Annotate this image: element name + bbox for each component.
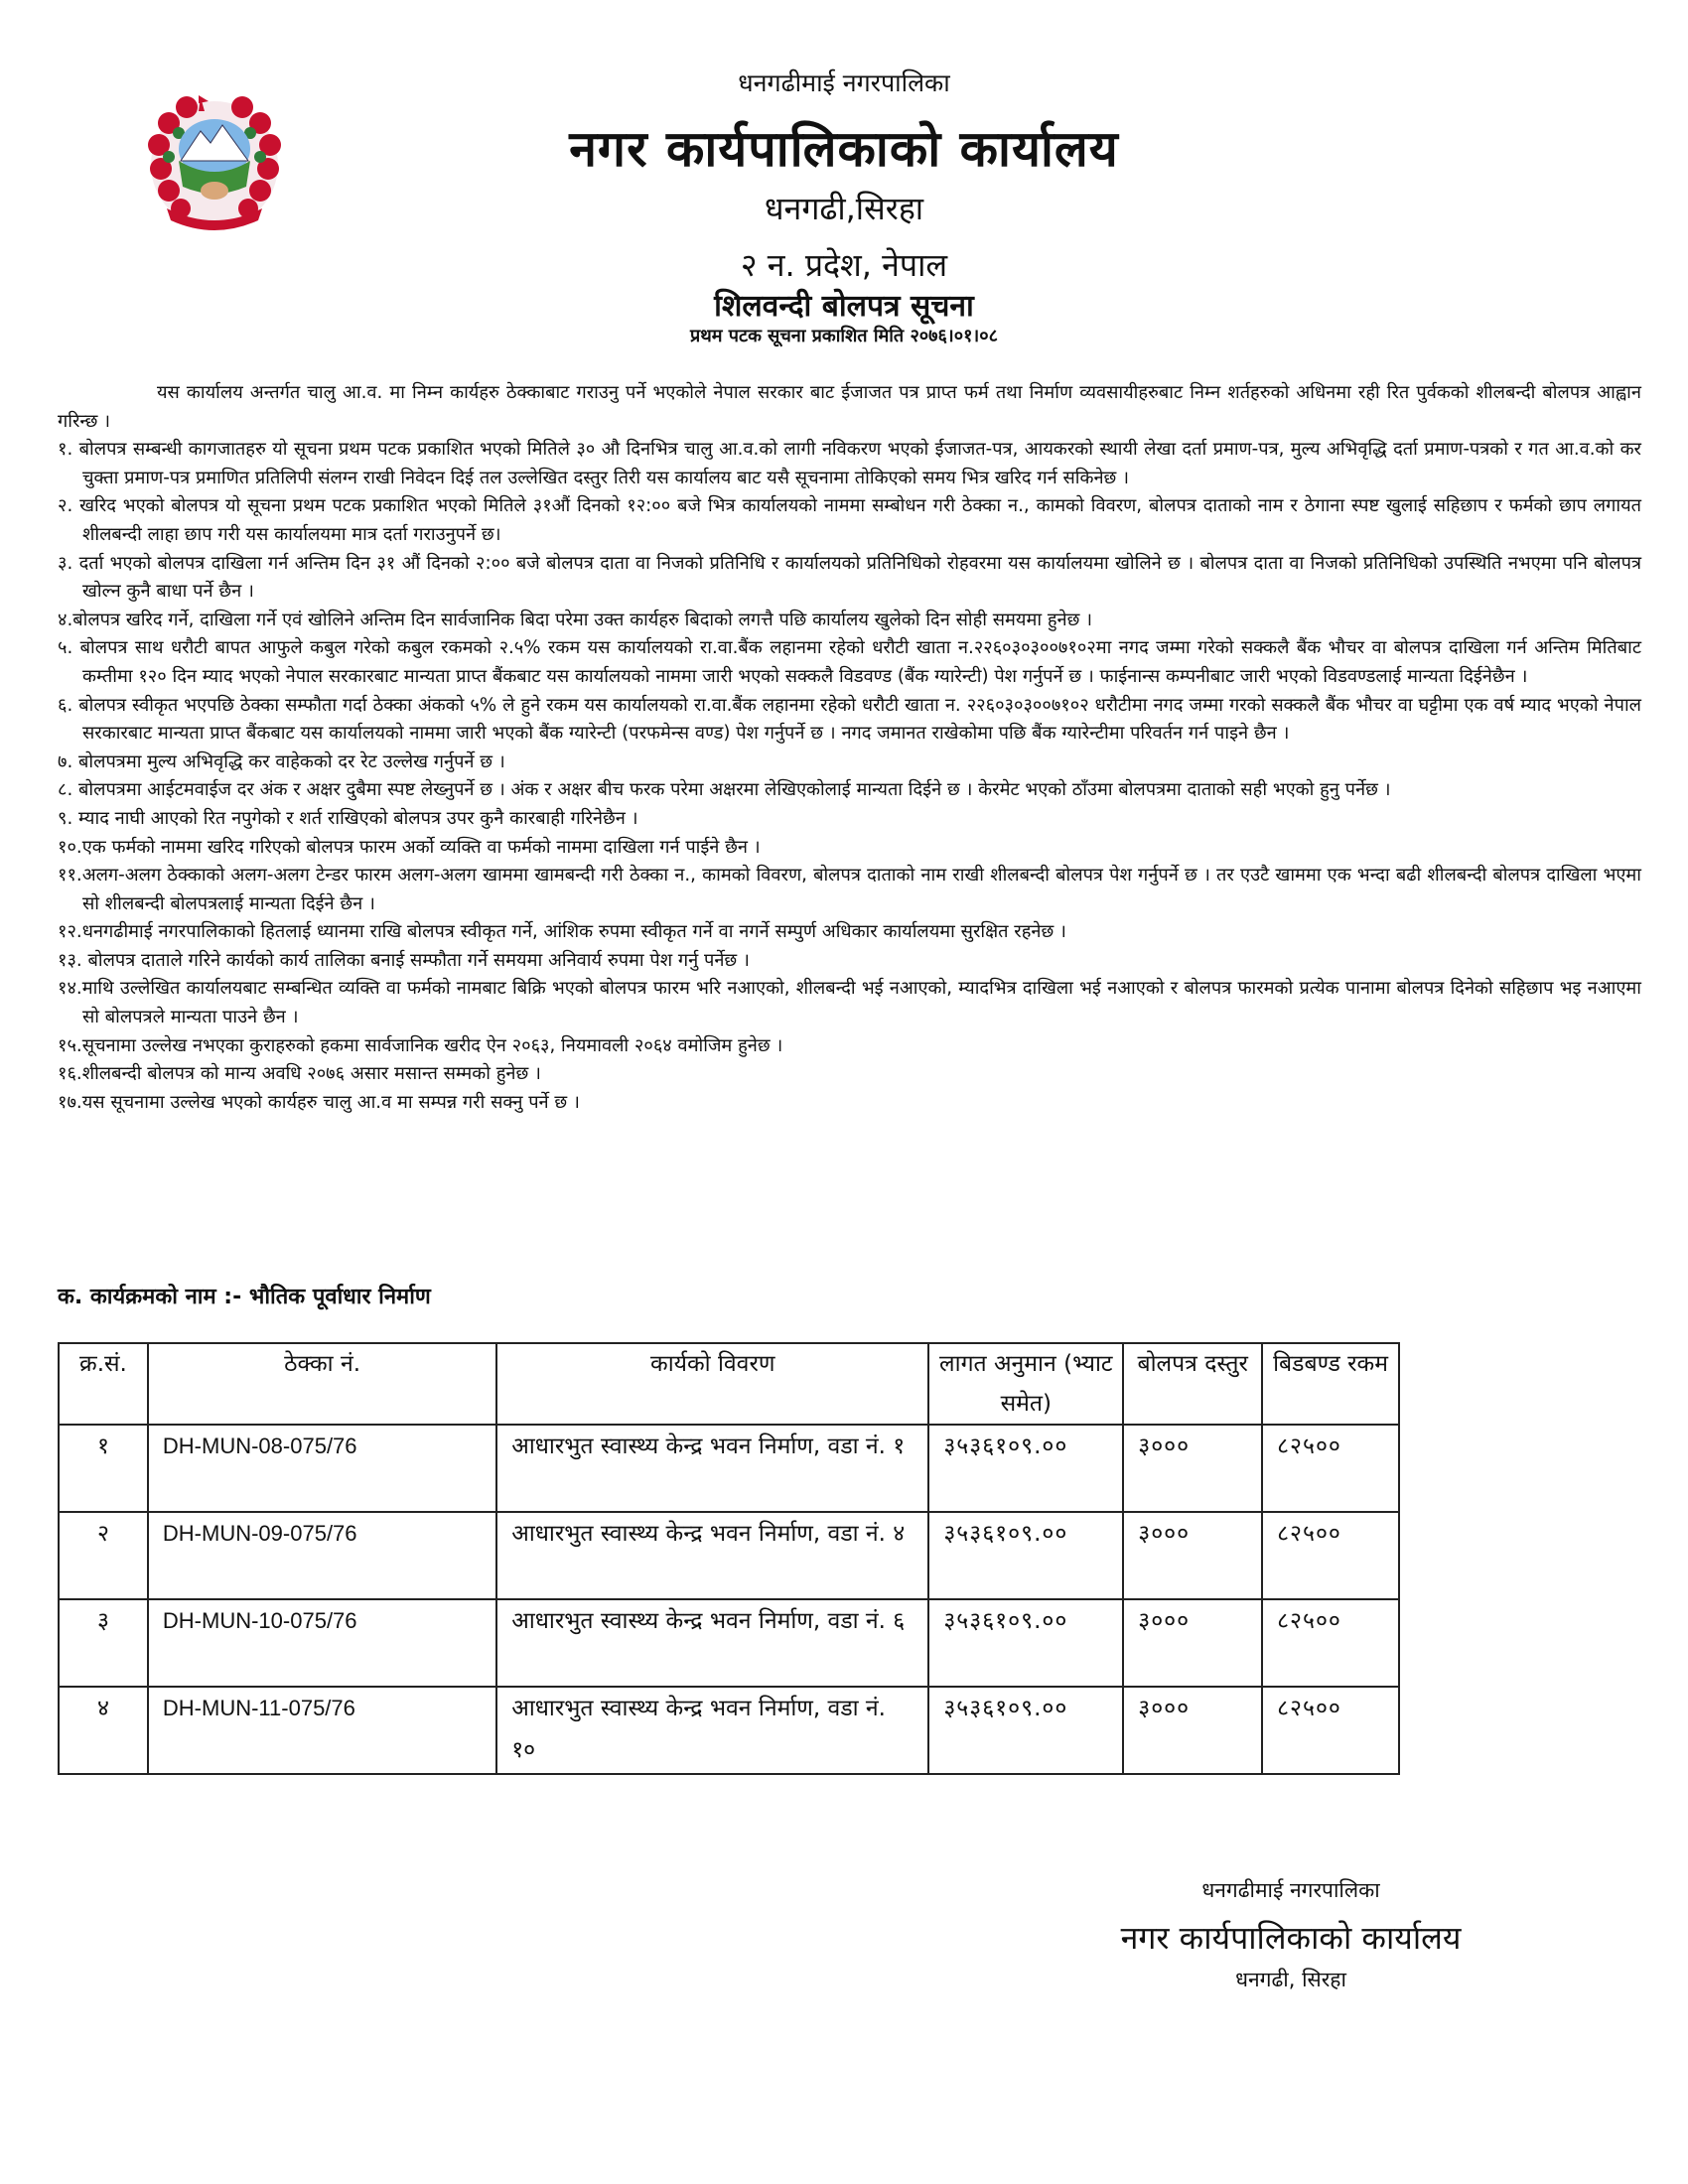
condition-15: १५.सूचनामा उल्लेख नभएका कुराहरुको हकमा सार्वजानिक खरीद ऐन २०६३, नियमावली २०६४ वमोजिम हुनेछ । [58,1034,783,1056]
cell-bid-fee: ३००० [1123,1687,1262,1774]
header-work-description: कार्यको विवरण [496,1343,928,1425]
cell-bid-bond: ८२५०० [1262,1687,1399,1774]
cell-contract-no: DH-MUN-08-075/76 [148,1425,496,1512]
signature-address: धनगढी, सिरहा [1235,1968,1346,1991]
notice-title: शिलवन्दी बोलपत्र सूचना [714,289,974,324]
notice-body [58,379,1641,1117]
cell-work-description: आधारभुत स्वास्थ्य केन्द्र भवन निर्माण, वडा नं. ६ [496,1599,928,1687]
header-municipality: धनगढीमाई नगरपालिका [738,68,950,97]
condition-10: १०.एक फर्मको नाममा खरिद गरिएको बोलपत्र फारम अर्को व्यक्ति वा फर्मको नाममा दाखिला गर्न पाईने छैन । [58,836,761,858]
header-address: धनगढी,सिरहा [764,190,924,227]
header-province: २ न. प्रदेश, नेपाल [740,246,948,284]
condition-5: ५. बोलपत्र साथ धरौटी बापत आफुले कबुल गरेको कबुल रकमको २.५% रकम यस कार्यालयको रा.वा.बैंक लहानमा रहेको धरौटी खाता न.२२६०३०३००७१०२मा नगद जम्मा गरेको सक्कलै बैंक भौचर वा बोलपत्र दाखिला गर्न अन्तिम मितिबाट कम्तीमा १२० दिन म्याद भएको नेपाल सरकारबाट मान्यता प्राप्त बैंकबाट यस कार्यालयको नाममा जारी भएको सक्कलै विडवण्ड (बैंक ग्यारेन्टी) पेश गर्नुपर्ने छ । फाईनान्स कम्पनीबाट जारी भएको विडवण्डलाई मान्यता दिईनेछैन । [58,637,1641,687]
table-header-row [59,1343,1399,1425]
condition-13: १३. बोलपत्र दाताले गरिने कार्यको कार्य तालिका बनाई सम्फौता गर्ने समयमा अनिवार्य रुपमा पेश गर्नु पर्नेछ । [58,949,750,971]
program-name: क. कार्यक्रमको नाम :- भौतिक पूर्वाधार निर्माण [58,1285,431,1309]
signature-office: नगर कार्यपालिकाको कार्यालय [1120,1919,1462,1957]
table-row [59,1425,1399,1512]
condition-3: ३. दर्ता भएको बोलपत्र दाखिला गर्न अन्तिम दिन ३१ औं दिनको २:०० बजे बोलपत्र दाता वा निजको प्रतिनिधि र कार्यालयको प्रतिनिधिको रोहवरमा यस कार्यालयमा खोलिने छ । बोलपत्र दाता वा निजको प्रतिनिधिको उपस्थिति नभएमा पनि बोलपत्र खोल्न कुनै बाधा पर्ने छैन । [58,552,1641,603]
condition-11: ११.अलग-अलग ठेक्काको अलग-अलग टेन्डर फारम अलग-अलग खाममा खामबन्दी गरी ठेक्का न., कामको विवरण, बोलपत्र दाताको नाम राखी शीलबन्दी बोलपत्र पेश गर्नुपर्ने छ । तर एउटै खाममा एक भन्दा बढी शीलबन्दी बोलपत्र दाखिला भएमा सो शीलबन्दी बोलपत्रलाई मान्यता दिईने छैन । [58,865,1641,914]
cell-serial: ४ [59,1687,148,1774]
cell-bid-fee: ३००० [1123,1512,1262,1599]
condition-12: १२.धनगढीमाई नगरपालिकाको हितलाई ध्यानमा राखि बोलपत्र स्वीकृत गर्ने, आंशिक रुपमा स्वीकृत गर्ने वा नगर्ने सम्पुर्ण अधिकार कार्यालयमा सुरक्षित रहनेछ । [58,921,1066,943]
condition-1: १. बोलपत्र सम्बन्धी कागजातहरु यो सूचना प्रथम पटक प्रकाशित भएको मितिले ३० औ दिनभित्र चालु आ.व.को लागी नविकरण भएको ईजाजत-पत्र, आयकरको स्थायी लेखा दर्ता प्रमाण-पत्र, मुल्य अभिवृद्धि दर्ता प्रमाण-पत्रको र गत आ.व.को कर चुक्ता प्रमाण-पत्र प्रमाणित प्रतिलिपी संलग्न राखी निवेदन दिई तल उल्लेखित दस्तुर तिरी यस कार्यालय बाट यसै सूचनामा तोकिएको समय भित्र खरिद गर्न सकिनेछ । [58,439,1641,488]
header-contract-no: ठेक्का नं. [148,1343,496,1425]
cell-bid-fee: ३००० [1123,1425,1262,1512]
table-row [59,1687,1399,1774]
contracts-table [58,1342,1400,1775]
cell-bid-bond: ८२५०० [1262,1512,1399,1599]
header-bid-bond: बिडबण्ड रकम [1262,1343,1399,1425]
publish-date: प्रथम पटक सूचना प्रकाशित मिति २०७६।०१।०८ [690,326,998,346]
cell-bid-bond: ८२५०० [1262,1425,1399,1512]
header-bid-fee: बोलपत्र दस्तुर [1123,1343,1262,1425]
cell-cost-estimate: ३५३६१०९.०० [928,1425,1123,1512]
cell-bid-bond: ८२५०० [1262,1599,1399,1687]
condition-2: २. खरिद भएको बोलपत्र यो सूचना प्रथम पटक प्रकाशित भएको मितिले ३१औं दिनको १२:०० बजे भित्र कार्यालयको नाममा सम्बोधन गरी ठेक्का न., कामको विवरण, बोलपत्र दाताको नाम र ठेगाना स्पष्ट खुलाई सहिछाप र फर्मको छाप लगायत शीलबन्दी लाहा छाप गरी यस कार्यालयमा मात्र दर्ता गराउनुपर्ने छ। [58,495,1641,545]
cell-work-description: आधारभुत स्वास्थ्य केन्द्र भवन निर्माण, वडा नं. १ [496,1425,928,1512]
condition-14: १४.माथि उल्लेखित कार्यालयबाट सम्बन्धित व्यक्ति वा फर्मको नामबाट बिक्रि भएको बोलपत्र फारम भरि नआएको, शीलबन्दी भई नआएको, म्यादभित्र दाखिला भई नआएको र बोलपत्र फारमको प्रत्येक पानामा बोलपत्र दिनेको सहिछाप भइ नआएमा सो बोलपत्रले मान्यता पाउने छैन । [58,978,1641,1028]
header-office-title: नगर कार्यपालिकाको कार्यालय [569,120,1119,178]
header-cost-estimate: लागत अनुमान (भ्याट समेत) [928,1343,1123,1425]
condition-8: ८. बोलपत्रमा आईटमवाईज दर अंक र अक्षर दुबैमा स्पष्ट लेख्नुपर्ने छ । अंक र अक्षर बीच फरक परेमा अक्षरमा लेखिएकोलाई मान्यता दिईने छ । केरमेट भएको ठाँउमा बोलपत्रमा दाताको सही भएको हुनु पर्नेछ । [58,779,1391,801]
condition-9: ९. म्याद नाघी आएको रित नपुगेको र शर्त राखिएको बोलपत्र उपर कुनै कारबाही गरिनेछैन । [58,807,638,829]
cell-bid-fee: ३००० [1123,1599,1262,1687]
cell-work-description: आधारभुत स्वास्थ्य केन्द्र भवन निर्माण, वडा नं. १० [496,1687,928,1774]
cell-work-description: आधारभुत स्वास्थ्य केन्द्र भवन निर्माण, वडा नं. ४ [496,1512,928,1599]
table-row [59,1599,1399,1687]
cell-cost-estimate: ३५३६१०९.०० [928,1599,1123,1687]
cell-serial: ३ [59,1599,148,1687]
cell-contract-no: DH-MUN-09-075/76 [148,1512,496,1599]
cell-serial: २ [59,1512,148,1599]
cell-contract-no: DH-MUN-11-075/76 [148,1687,496,1774]
condition-16: १६.शीलबन्दी बोलपत्र को मान्य अवधि २०७६ असार मसान्त सम्मको हुनेछ । [58,1063,541,1085]
table-row [59,1512,1399,1599]
condition-4: ४.बोलपत्र खरिद गर्ने, दाखिला गर्ने एवं खोलिने अन्तिम दिन सार्वजानिक बिदा परेमा उक्त कार्यहरु बिदाको लगत्तै पछि कार्यालय खुलेको दिन सोही समयमा हुनेछ । [58,609,1093,630]
cell-cost-estimate: ३५३६१०९.०० [928,1512,1123,1599]
header-serial: क्र.सं. [59,1343,148,1425]
signature-municipality: धनगढीमाई नगरपालिका [1201,1878,1380,1902]
condition-6: ६. बोलपत्र स्वीकृत भएपछि ठेक्का सम्फौता गर्दा ठेक्का अंकको ५% ले हुने रकम यस कार्यालयको रा.वा.बैंक लहानमा रहेको धरौटी खाता न. २२६०३०३००७१०२ धरौटीमा नगद जम्मा गरको सक्कलै बैंक भौचर वा घट्टीमा एक वर्ष म्याद भएको नेपाल सरकारबाट मान्यता प्राप्त बैंकबाट यस कार्यालयको नाममा जारी भएको बैंक ग्यारेन्टी (परफमेन्स वण्ड) पेश गर्नुपर्ने छ । नगद जमानत राखेकोमा पछि बैंक ग्यारेन्टीमा परिवर्तन गर्न पाइने छैन । [58,694,1641,745]
cell-cost-estimate: ३५३६१०९.०० [928,1687,1123,1774]
cell-contract-no: DH-MUN-10-075/76 [148,1599,496,1687]
condition-17: १७.यस सूचनामा उल्लेख भएको कार्यहरु चालु आ.व मा सम्पन्न गरी सक्नु पर्ने छ । [58,1091,580,1113]
intro-paragraph: यस कार्यालय अन्तर्गत चालु आ.व. मा निम्न कार्यहरु ठेक्काबाट गराउनु पर्ने भएकोले नेपाल सरकार बाट ईजाजत पत्र प्राप्त फर्म तथा निर्माण व्यवसायीहरुबाट निम्न शर्तहरुको अधिनमा रही रित पुर्वकको शीलबन्दी बोलपत्र आह्वान गरिन्छ । [58,382,1641,432]
cell-serial: १ [59,1425,148,1512]
condition-7: ७. बोलपत्रमा मुल्य अभिवृद्धि कर वाहेकको दर रेट उल्लेख गर्नुपर्ने छ । [58,751,505,772]
